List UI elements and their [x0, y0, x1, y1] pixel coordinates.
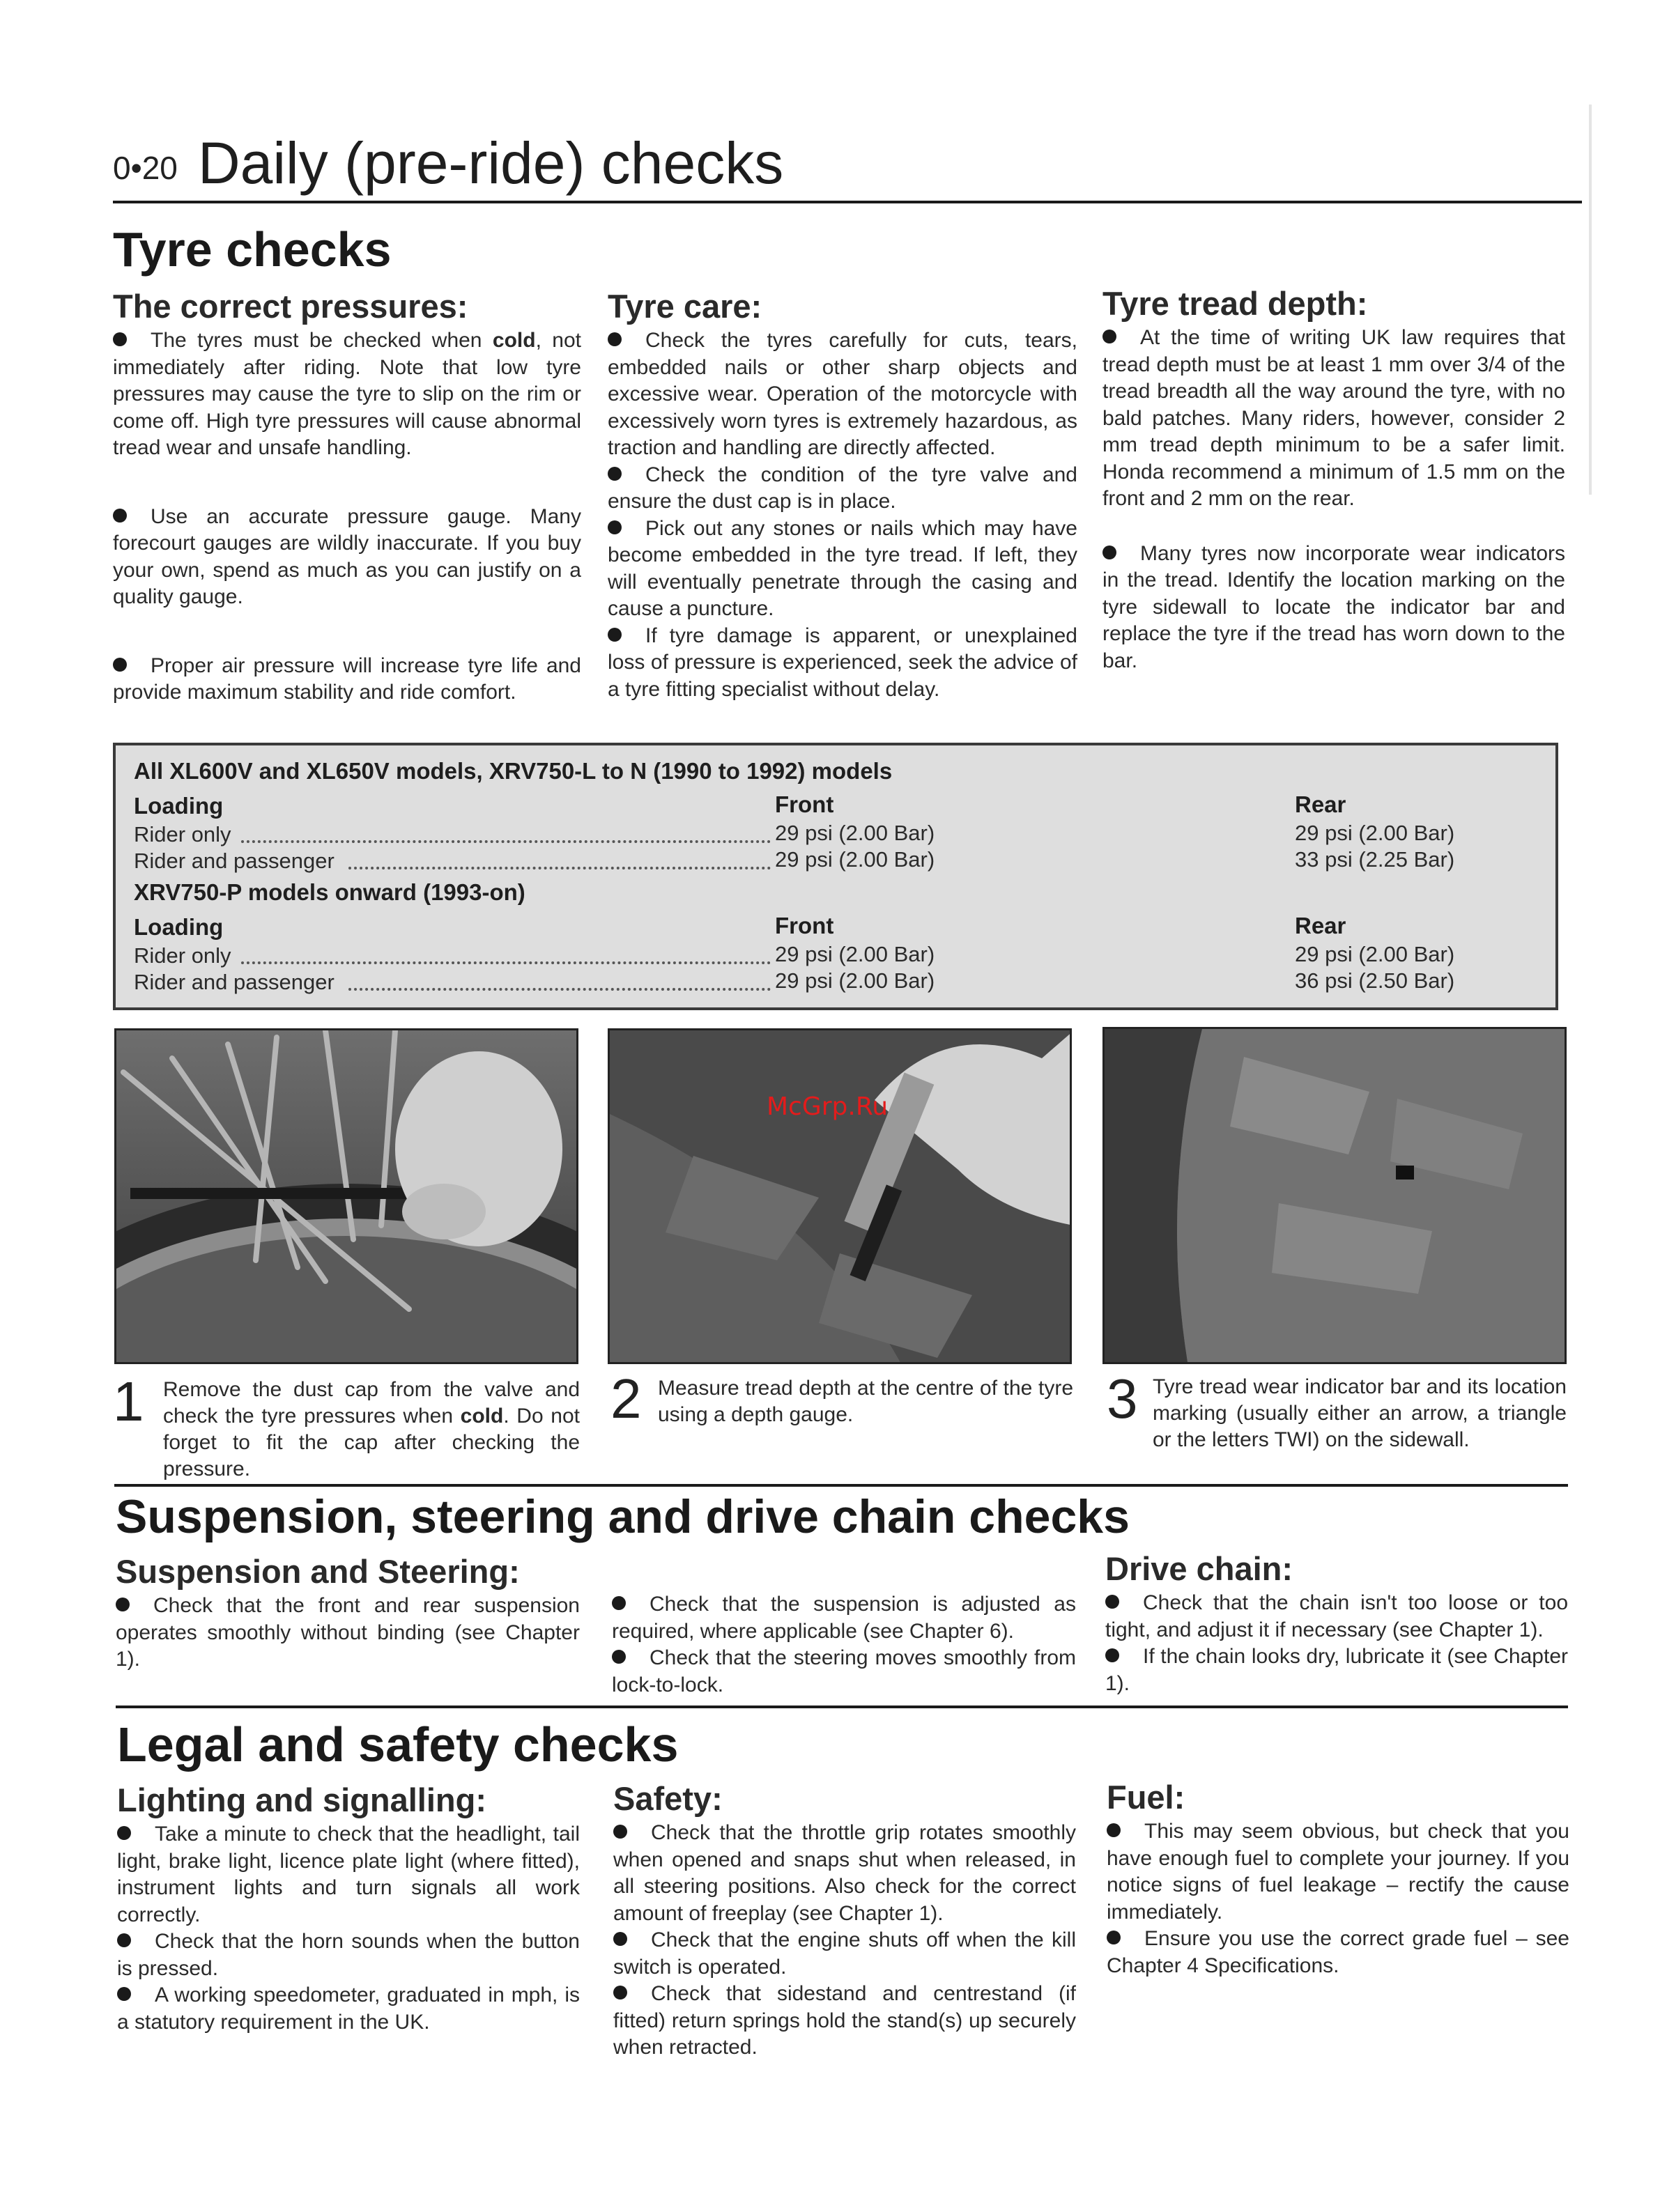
caption-number: 3 — [1107, 1368, 1138, 1430]
section-rule — [116, 1706, 1568, 1708]
heading-correct-pressures: The correct pressures: — [113, 288, 468, 325]
caption-2: Measure tread depth at the centre of the tyre using a depth gauge. — [658, 1377, 1073, 1426]
paragraph: Check that the front and rear suspension operates smoothly without binding (see Chapter 1). — [116, 1594, 580, 1671]
bullet-icon — [113, 658, 127, 672]
paragraph: This may seem obvious, but check that you have enough fuel to complete your journey. If you notice signs of fuel leakage – rectify the cause immediately. — [1107, 1820, 1569, 1924]
heading-tread-depth: Tyre tread depth: — [1102, 285, 1368, 322]
paragraph: Check the condition of the tyre valve and ensure the dust cap is in place. — [608, 463, 1077, 513]
column-header-loading: Loading — [134, 914, 224, 940]
column-header-rear: Rear — [1295, 913, 1346, 938]
column-header-front: Front — [775, 791, 834, 817]
photo-illustration — [1105, 1029, 1567, 1364]
rear-value: 29 psi (2.00 Bar) — [1295, 942, 1455, 966]
heading-drive-chain: Drive chain: — [1105, 1550, 1293, 1587]
photo-illustration — [610, 1030, 1072, 1364]
bullet-icon — [117, 1826, 131, 1840]
section-title-tyre-checks: Tyre checks — [113, 222, 392, 277]
bullet-icon — [613, 1986, 627, 2000]
leader-dots — [348, 988, 771, 991]
paragraph: Check that the steering moves smoothly from lock-to-lock. — [612, 1646, 1076, 1696]
paragraph: At the time of writing UK law requires that tread depth must be at least 1 mm over 3/4 of the tread breadth all the way around the tyre, with no bald patches. Many riders, however, consider 2 mm tread depth minimum to be a safer limit. Honda recommend a minimum of 1.5 mm on the front and 2 mm on the rear. — [1102, 326, 1565, 510]
leader-dots — [241, 961, 771, 964]
column-safety — [613, 1820, 1076, 2062]
photo-illustration — [116, 1030, 578, 1364]
paragraph: A working speedometer, graduated in mph, is a statutory requirement in the UK. — [117, 1983, 580, 2034]
column-lighting — [117, 1821, 580, 2036]
row-label: Rider and passenger — [134, 970, 335, 994]
header-rule — [113, 201, 1582, 203]
bullet-icon — [113, 509, 127, 523]
caption-number: 1 — [113, 1370, 144, 1432]
column-header-loading: Loading — [134, 793, 224, 819]
column-correct-pressures — [113, 327, 581, 706]
photo-tread-depth-gauge — [608, 1028, 1072, 1364]
rear-value: 36 psi (2.50 Bar) — [1295, 968, 1455, 993]
bullet-icon — [1102, 546, 1116, 559]
leader-dots — [348, 867, 771, 869]
heading-tyre-care: Tyre care: — [608, 288, 762, 325]
column-suspension-2 — [612, 1591, 1076, 1699]
paragraph: Check that sidestand and centrestand (if fitted) return springs hold the stand(s) up securely when retracted. — [613, 1982, 1076, 2059]
front-value: 29 psi (2.00 Bar) — [775, 968, 935, 993]
page-title: Daily (pre-ride) checks — [198, 130, 784, 196]
bullet-icon — [608, 332, 622, 346]
paragraph: Check that the throttle grip rotates smoothly when opened and snaps shut when released, in all steering positions. Also check for the correct amount of freeplay (see Chapter 1). — [613, 1821, 1076, 1925]
paragraph: The tyres must be checked when cold, not immediately after riding. Note that low tyre pressures may cause the tyre to slip on the rim or come off. High tyre pressures will cause abnormal tread wear and unsafe handling. — [113, 329, 581, 459]
page-number: 0•20 — [113, 150, 178, 186]
section-title-suspension: Suspension, steering and drive chain checks — [116, 1490, 1130, 1543]
bullet-icon — [608, 520, 622, 534]
front-value: 29 psi (2.00 Bar) — [775, 821, 935, 845]
paragraph: Check that the suspension is adjusted as required, where applicable (see Chapter 6). — [612, 1593, 1076, 1643]
caption-1: Remove the dust cap from the valve and check the tyre pressures when cold. Do not forget to fit the cap after checking the pressure. — [163, 1378, 580, 1480]
photo-tyre-valve-pressure-check — [114, 1028, 578, 1364]
bullet-icon — [612, 1596, 626, 1610]
front-value: 29 psi (2.00 Bar) — [775, 942, 935, 966]
heading-fuel: Fuel: — [1107, 1779, 1185, 1816]
paragraph: Check that the horn sounds when the button is pressed. — [117, 1930, 580, 1980]
column-fuel — [1107, 1818, 1569, 1979]
bullet-icon — [1107, 1823, 1121, 1837]
rear-value: 33 psi (2.25 Bar) — [1295, 847, 1455, 872]
column-tyre-care — [608, 327, 1077, 703]
column-drive-chain — [1105, 1590, 1568, 1697]
front-value: 29 psi (2.00 Bar) — [775, 847, 935, 872]
paragraph: Ensure you use the correct grade fuel – see Chapter 4 Specifications. — [1107, 1927, 1569, 1977]
table-group-title: All XL600V and XL650V models, XRV750-L to N (1990 to 1992) models — [134, 758, 893, 784]
heading-lighting: Lighting and signalling: — [117, 1781, 486, 1818]
row-label: Rider and passenger — [134, 849, 335, 873]
photo-tread-wear-indicator — [1102, 1027, 1567, 1364]
paragraph: Check that the engine shuts off when the kill switch is operated. — [613, 1928, 1076, 1979]
bullet-icon — [608, 628, 622, 642]
bullet-icon — [613, 1932, 627, 1946]
section-title-legal: Legal and safety checks — [117, 1717, 679, 1772]
caption-3: Tyre tread wear indicator bar and its location marking (usually either an arrow, a triangle or the letters TWI) on the sidewall. — [1153, 1375, 1567, 1451]
heading-safety: Safety: — [613, 1780, 723, 1817]
paragraph: Pick out any stones or nails which may have become embedded in the tyre tread. If left, they will eventually penetrate through the casing and cause a puncture. — [608, 516, 1077, 620]
bullet-icon — [117, 1987, 131, 2001]
paragraph: Take a minute to check that the headlight, tail light, brake light, licence plate light (where fitted), instrument lights and turn signals all work correctly. — [117, 1823, 580, 1926]
leader-dots — [241, 840, 771, 843]
paragraph: Check that the chain isn't too loose or too tight, and adjust it if necessary (see Chapter 1). — [1105, 1591, 1568, 1641]
row-label: Rider only — [134, 822, 231, 846]
paragraph: Use an accurate pressure gauge. Many forecourt gauges are wildly inaccurate. If you buy your own, spend as much as you can justify on a quality gauge. — [113, 504, 581, 608]
bullet-icon — [113, 332, 127, 346]
bullet-icon — [613, 1825, 627, 1839]
column-header-front: Front — [775, 913, 834, 938]
watermark: McGrp.Ru — [767, 1092, 889, 1121]
paragraph: If tyre damage is apparent, or unexplained loss of pressure is experienced, seek the advice of a tyre fitting specialist without delay. — [608, 624, 1077, 701]
bullet-icon — [608, 467, 622, 481]
paragraph: Proper air pressure will increase tyre life and provide maximum stability and ride comfort. — [113, 653, 581, 704]
tyre-pressure-table — [113, 743, 1558, 1010]
paragraph: Check the tyres carefully for cuts, tears, embedded nails or other sharp objects and excessive wear. Operation of the motorcycle with excessively worn tyres is extremely hazardous, as traction and handling are directly affected. — [608, 329, 1077, 459]
page-edge-shadow — [1589, 105, 1592, 495]
rear-value: 29 psi (2.00 Bar) — [1295, 821, 1455, 845]
bullet-icon — [612, 1650, 626, 1664]
column-tread-depth — [1102, 325, 1565, 674]
heading-suspension-steering: Suspension and Steering: — [116, 1553, 520, 1590]
section-rule — [114, 1484, 1568, 1487]
bullet-icon — [117, 1933, 131, 1947]
bullet-icon — [1105, 1648, 1119, 1662]
bullet-icon — [1105, 1595, 1119, 1609]
row-label: Rider only — [134, 943, 231, 968]
caption-number: 2 — [610, 1368, 642, 1430]
bullet-icon — [116, 1598, 130, 1611]
table-group-title: XRV750-P models onward (1993-on) — [134, 879, 525, 905]
column-suspension-1 — [116, 1593, 580, 1673]
bullet-icon — [1102, 330, 1116, 343]
paragraph: If the chain looks dry, lubricate it (see Chapter 1). — [1105, 1645, 1568, 1695]
paragraph: Many tyres now incorporate wear indicators in the tread. Identify the location marking on the tyre sidewall to locate the indicator bar and replace the tyre if the tread has worn down to the bar. — [1102, 541, 1565, 672]
bullet-icon — [1107, 1931, 1121, 1944]
column-header-rear: Rear — [1295, 791, 1346, 817]
